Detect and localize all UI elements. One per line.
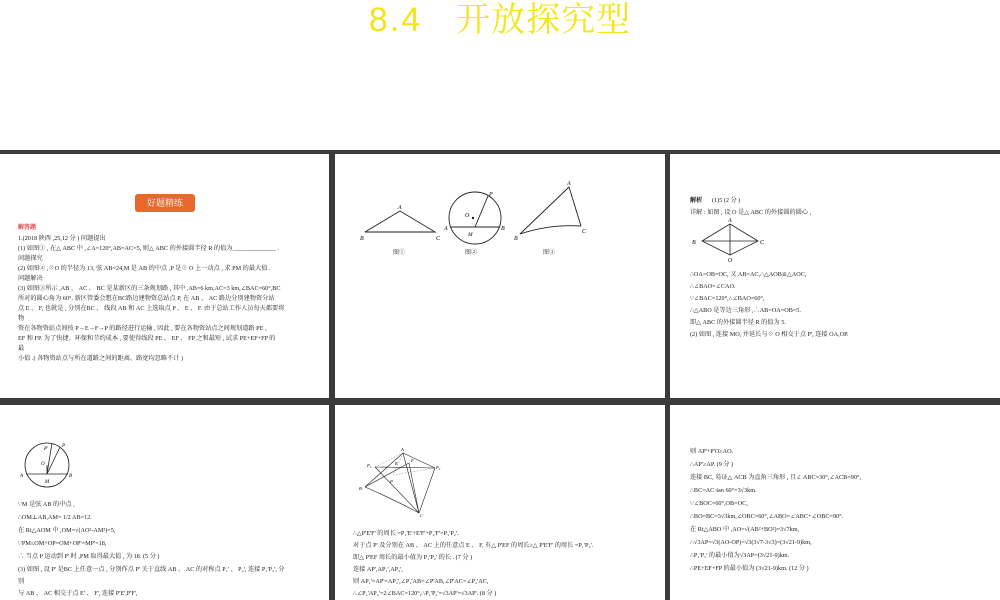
- label-o: O: [728, 258, 733, 264]
- text-line: ∴P₁'P₂' 的最小值为√3AP=(3√21-9)km.: [690, 552, 790, 559]
- text-line: 详解 : 如图 , 设 O 是△ ABC 的外接圆的圆心 ,: [690, 209, 812, 216]
- label-p: P: [390, 479, 393, 484]
- text-line: ∵M 是弦 AB 的中点 ,: [18, 501, 75, 508]
- text-line: 最: [18, 345, 25, 352]
- text-line: EF 和 FP. 为了快捷、环保和节约成本 , 要使得线段 PE 、 EF 、 FP 之和最短 , 试求 PE+EF+FP 的: [18, 335, 276, 342]
- text-line: ∵PM≤OM+OP=OM+OP'=MP'=18,: [18, 540, 107, 547]
- text-line: (1)5 (2 分 ): [712, 197, 741, 204]
- title-number: 8.4: [368, 1, 423, 39]
- label-a: A: [398, 205, 402, 211]
- label-b: B: [69, 474, 73, 479]
- label-b: B: [692, 240, 696, 246]
- text-line: 资在各物资站点间按 P→E→F→P 的路径进行运输 , 因此 , 要在各物资站点之间规划道路 PE 、: [18, 325, 272, 332]
- page-panel-1[interactable]: [0, 154, 329, 398]
- page-panel-2[interactable]: [335, 154, 665, 398]
- text-line: ∴△P'E'F' 的周长 =P₁'E'+E'F'+P₂'F'=P₁'P₂'.: [353, 530, 459, 537]
- label-p1: P₁: [367, 463, 372, 468]
- text-line: ∴√3AP=√3(AO-OP)=√3(3√7-3√3)=(3√21-9)km,: [690, 539, 812, 546]
- text-line: 连接 BC, 易证△ ACB 为直角三角形 , 且∠ ABC=30°,∠ACB=90°,: [690, 474, 861, 481]
- label-b: B: [360, 236, 364, 242]
- page-panel-3[interactable]: [670, 154, 1000, 398]
- label-a: A: [401, 447, 404, 452]
- text-line: 小值 .( 各物资站点与所在道路之间的距离、路宽均忽略不计 ): [18, 355, 183, 362]
- text-line: 连接 AP',AP₁',AP₂',: [353, 566, 403, 573]
- label-a: A: [20, 474, 24, 479]
- label-p: P: [489, 192, 493, 198]
- text-line: (2) 如图② ,☉O 的半径为 13, 弦 AB=24,M 是 AB 的中点 ,P 是☉ O 上一动点 , 求 PM 的最大值 .: [18, 265, 271, 272]
- label-p-prime: P': [44, 447, 49, 452]
- slide-title: [0, 0, 1000, 41]
- text-line: ∴ 当点 P 运动到 P' 时 ,PM 取得最大值 , 为 18. (5 分 ): [18, 553, 160, 560]
- text-line: ∴BO=BC=3√3km,∠OBC=60°,∠ABO=∠ABC+∠OBC=90°.: [690, 513, 844, 520]
- text-line: ∴BC=AC·tan 60°=3√3km.: [690, 487, 757, 494]
- text-line: 则 AP'+P'O≥AO.: [690, 448, 734, 455]
- text-line: 所对的圆心角为 60°. 新区管委会想在BC路边建物资总站点 P, 在 AB 、 AC 路边分别建物资分站: [18, 295, 275, 302]
- text-line: 1.(2018 陕西 ,25,12 分 ) 问题提出: [18, 235, 106, 242]
- title-text: 开放探究型: [456, 1, 632, 39]
- analysis-heading: 解析: [690, 197, 703, 204]
- label-a: A: [728, 218, 732, 224]
- text-line: ∴PE+EF+FP 的最小值为 (3√21-9)km. (12 分 ): [690, 565, 809, 572]
- label-p: P: [62, 444, 66, 449]
- label-c: C: [582, 229, 587, 235]
- text-line: 对于点 P' 及分别在 AB 、 AC 上的任意点 E 、 F, 有△ P'EF 的周长≥△ P'E'F' 的周长 =P₁'P₂'.: [353, 542, 594, 549]
- text-line: 问题解决: [18, 275, 43, 282]
- text-line: 即△ ABC 的外接圆半径 R 的值为 5.: [690, 319, 786, 326]
- figure-caption-1: 图①: [393, 250, 406, 256]
- text-line: 即△ P'EF 周长的最小值为 P₁'P₂' 的长 . (7 分 ): [353, 554, 473, 561]
- text-line: ∵∠BAC=120°,∴∠BAO=60°,: [690, 295, 765, 302]
- section-heading: 解答题: [18, 225, 37, 231]
- text-line: 与 AB 、 AC 相交于点 E' 、 F', 连接 P'E',P'F',: [18, 590, 138, 597]
- label-c: C: [436, 236, 441, 242]
- figures-svg: [335, 154, 665, 398]
- label-b: B: [501, 226, 505, 232]
- label-a: A: [567, 181, 571, 187]
- label-b: B: [514, 236, 518, 242]
- text-line: (2) 如图 , 连接 MO, 并延长与☉ O 相交于点 P', 连接 OA,OP.: [690, 331, 849, 338]
- text-line: 在 Rt△AOM 中 ,OM=√(AO²-AM²)=5,: [18, 527, 116, 534]
- label-f: F: [411, 458, 414, 463]
- text-line: ∴∠BAO=∠CAO.: [690, 283, 736, 290]
- label-b: B: [359, 486, 362, 491]
- page-panel-5[interactable]: [335, 405, 665, 600]
- label-c: C: [760, 240, 765, 246]
- figure-2: [449, 192, 501, 244]
- text-line: ∴∠P₁'AP₂'=2∠BAC=120°,∴P₁'P₂'=√3AP'=√3AP'. (8 分 ): [353, 590, 497, 597]
- figure-3: [520, 187, 581, 234]
- text-line: 问题探究: [18, 255, 43, 262]
- figure-caption-3: 图③: [543, 250, 556, 256]
- text-line: ∴OA=OB=OC, 又 AB=AC,∴△AOB≌△AOC,: [690, 271, 807, 278]
- label-m: M: [45, 480, 50, 485]
- label-o: O: [465, 213, 470, 219]
- text-line: 则 AP₁'=AP'=AP₂',∠P₁'AB=∠P'AB,∠P'AC=∠P₂'AC,: [353, 578, 489, 585]
- text-line: (3) 如图 , 设 P' 是BC 上任意一点 , 分别作点 P' 关于直线 AB 、 AC 的对称点 P₁' 、 P₂', 连接 P₁'P₂', 分: [18, 566, 285, 573]
- label-m: M: [468, 232, 473, 238]
- text-line: ∵∠BOC=60°,OB=OC,: [690, 500, 748, 507]
- text-line: 在 Rt△ABO 中 ,AO=√(AB²+BO²)=3√7km,: [690, 526, 800, 533]
- label-e: E: [395, 461, 398, 466]
- figure-caption-2: 图②: [465, 250, 478, 256]
- text-line: ∴AP'≥AP. (9 分 ): [690, 461, 734, 468]
- page-panel-4[interactable]: [0, 405, 329, 600]
- text-line: 别: [18, 578, 25, 585]
- text-line: 点 E 、 F, 也就是 , 分别在BC 、 线段 AB 和 AC 上选取点 P 、 E 、 F. 由于总站工作人员每天都要将: [18, 305, 285, 312]
- label-c: C: [420, 513, 424, 518]
- text-line: 物: [18, 315, 25, 322]
- figure-1: [365, 211, 435, 232]
- text-line: ∴△ABO 是等边三角形 ,∴AB=OA=OB=5.: [690, 307, 801, 314]
- section-badge: 好题精练: [135, 194, 195, 212]
- page-panel-6[interactable]: [670, 405, 1000, 600]
- label-a: A: [444, 226, 448, 232]
- text-line: (1) 如图① , 在△ ABC 中 ,∠A=120°,AB=AC=5, 则△ ABC 的外接圆半径 R 的值为______________ .: [18, 245, 279, 252]
- label-o: O: [41, 462, 45, 467]
- label-p2: P₂: [436, 465, 441, 470]
- text-line: (3) 如图③所示 ,AB 、 AC 、 BC 是某新区的三条规划路 , 其中 ,AB=6 km,AC=3 km,∠BAC=60°,BC: [18, 285, 281, 292]
- center-dot: [472, 217, 474, 219]
- text-line: ∴OM⊥AB,AM= 1/2 AB=12.: [18, 514, 92, 521]
